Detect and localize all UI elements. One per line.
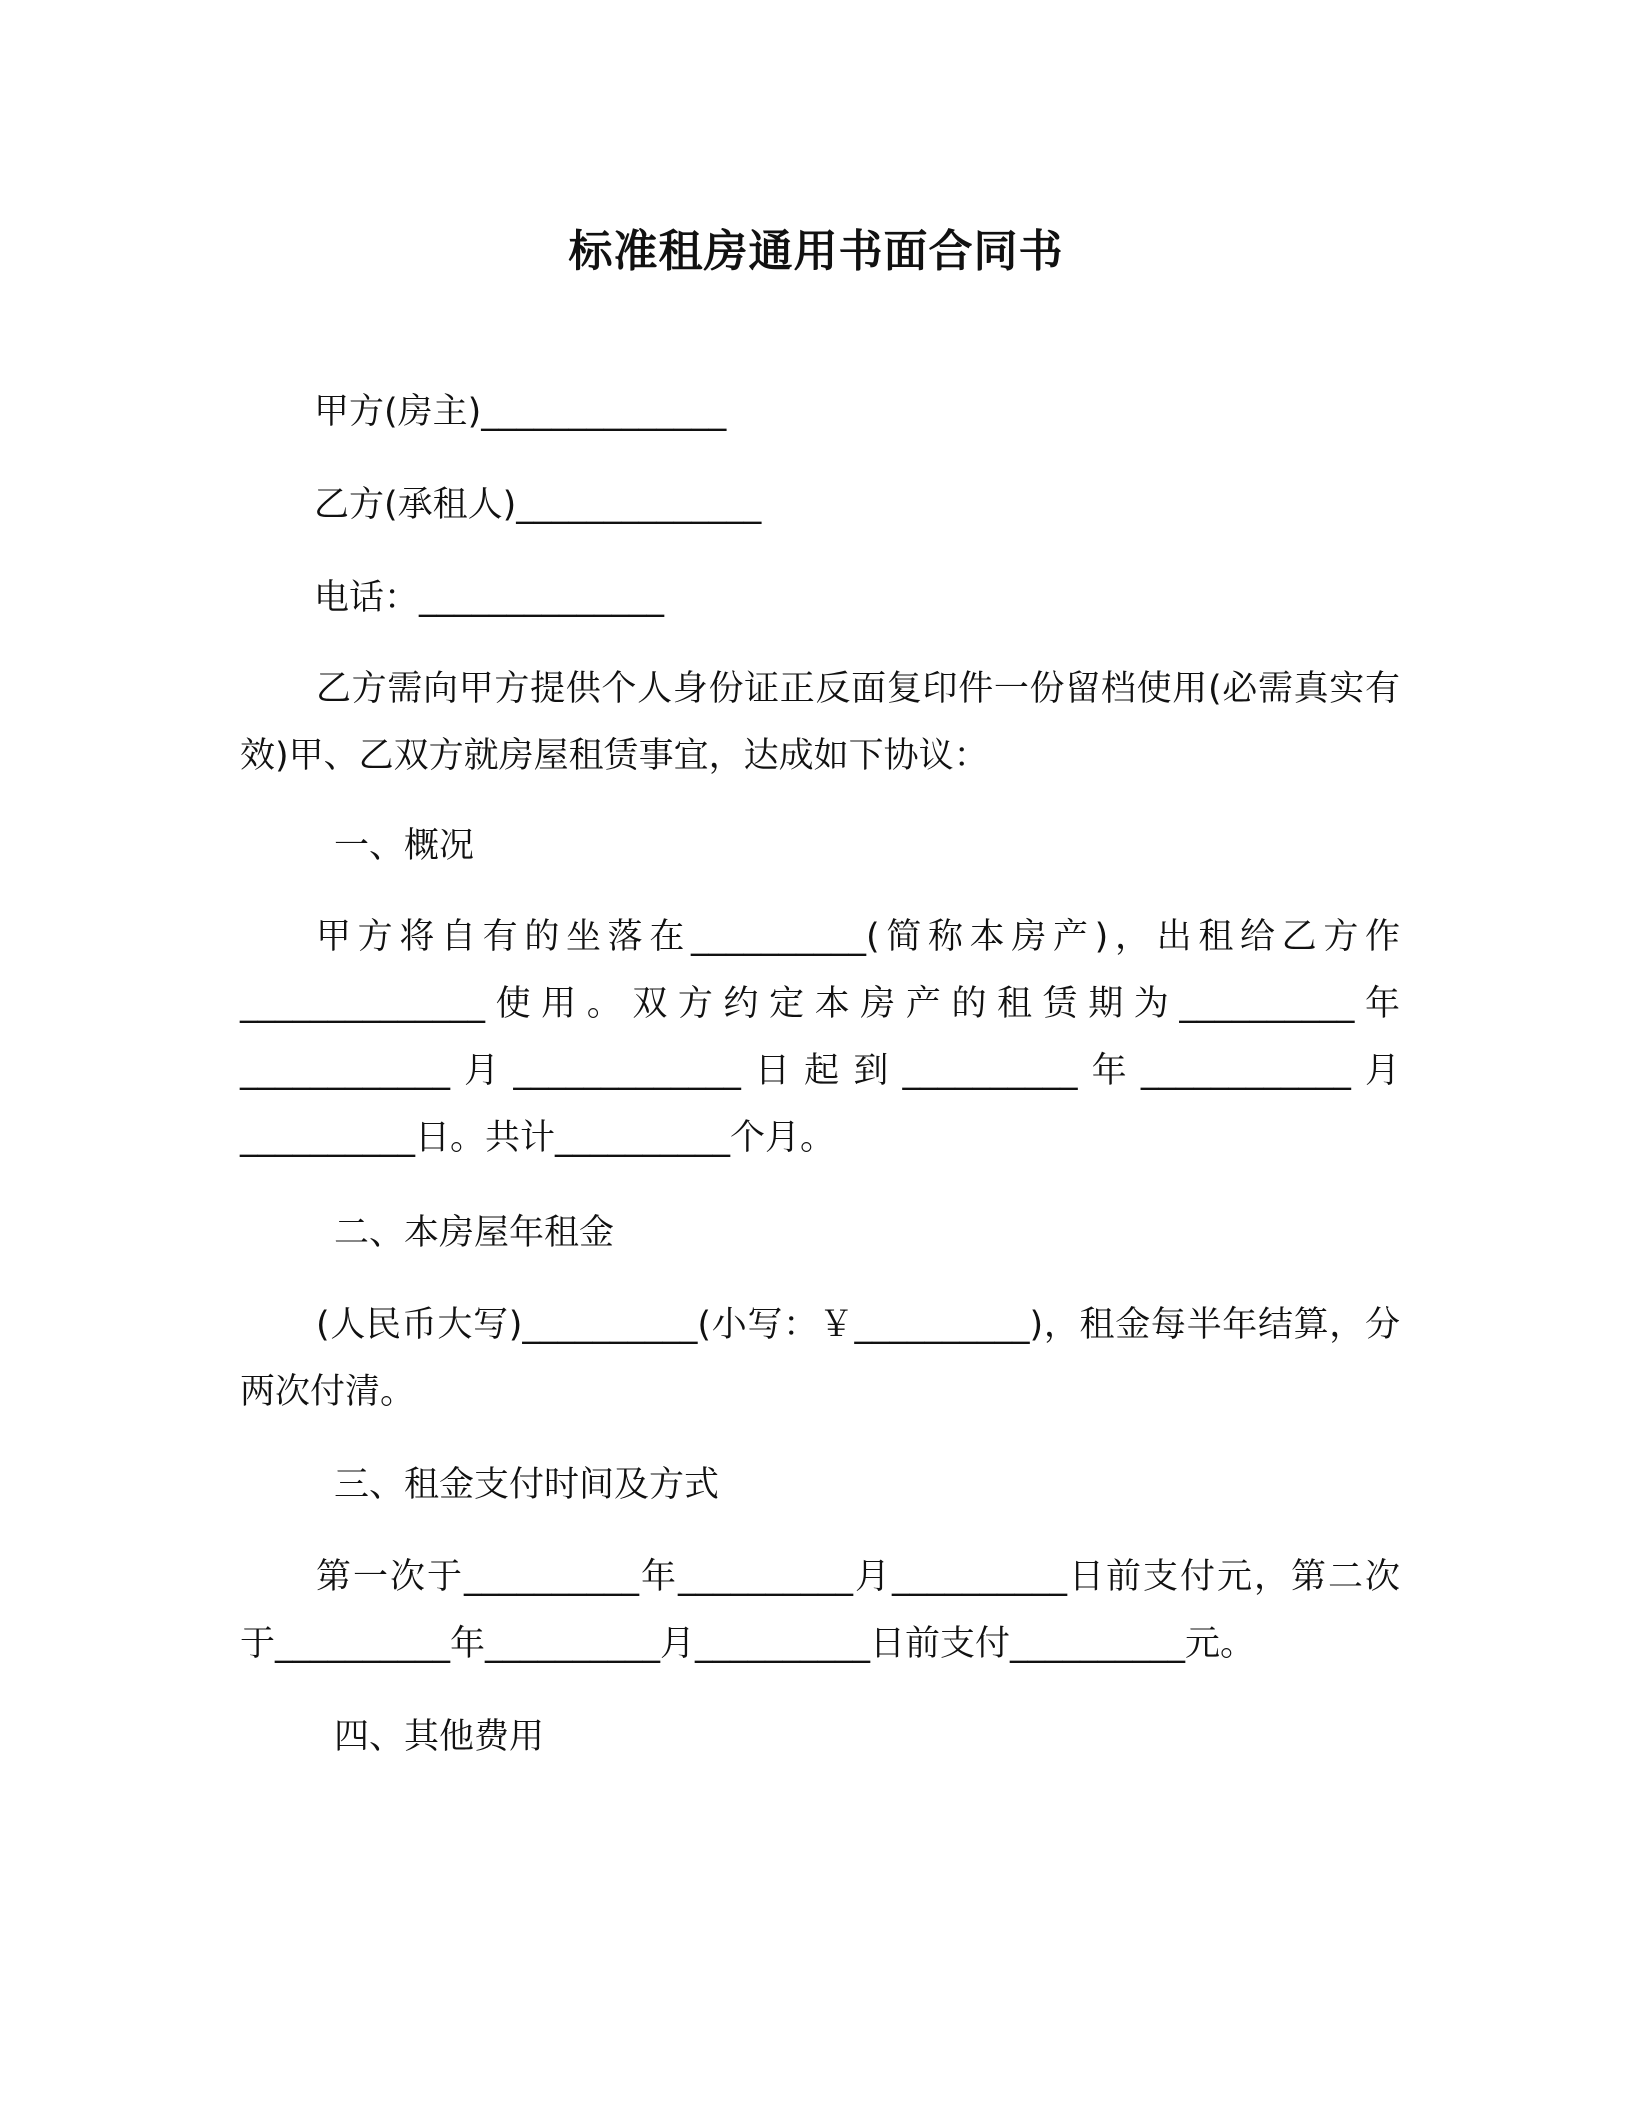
section-text-payment: 第一次于__________年__________月__________日前支付元，第二次于__________年__________月__________日前支付__________元。 bbox=[240, 1557, 1400, 1664]
section-heading-rent: 二、本房屋年租金 bbox=[334, 1213, 615, 1253]
section-heading-other-fees: 四、其他费用 bbox=[334, 1717, 545, 1757]
section-text-rent: (人民币大写)__________(小写：￥__________)，租金每半年结算，分两次付清。 bbox=[240, 1305, 1400, 1412]
section-heading-payment: 三、租金支付时间及方式 bbox=[334, 1465, 720, 1505]
section-text-overview: 甲方将自有的坐落在__________(简称本房产)，出租给乙方作______________使用。双方约定本房产的租赁期为__________年____________月_____________日起到__________年____________月__________日。共计__________个月。 bbox=[240, 917, 1400, 1158]
party-a-line: 甲方(房主)______________ bbox=[314, 392, 727, 432]
party-b-line: 乙方(承租人)______________ bbox=[314, 485, 762, 525]
section-heading-overview: 一、概况 bbox=[334, 826, 475, 866]
intro-paragraph: 乙方需向甲方提供个人身份证正反面复印件一份留档使用(必需真实有效)甲、乙双方就房屋租赁事宜，达成如下协议： bbox=[240, 669, 1400, 776]
document-title: 标准租房通用书面合同书 bbox=[568, 226, 1064, 277]
phone-line: 电话：______________ bbox=[314, 578, 665, 618]
